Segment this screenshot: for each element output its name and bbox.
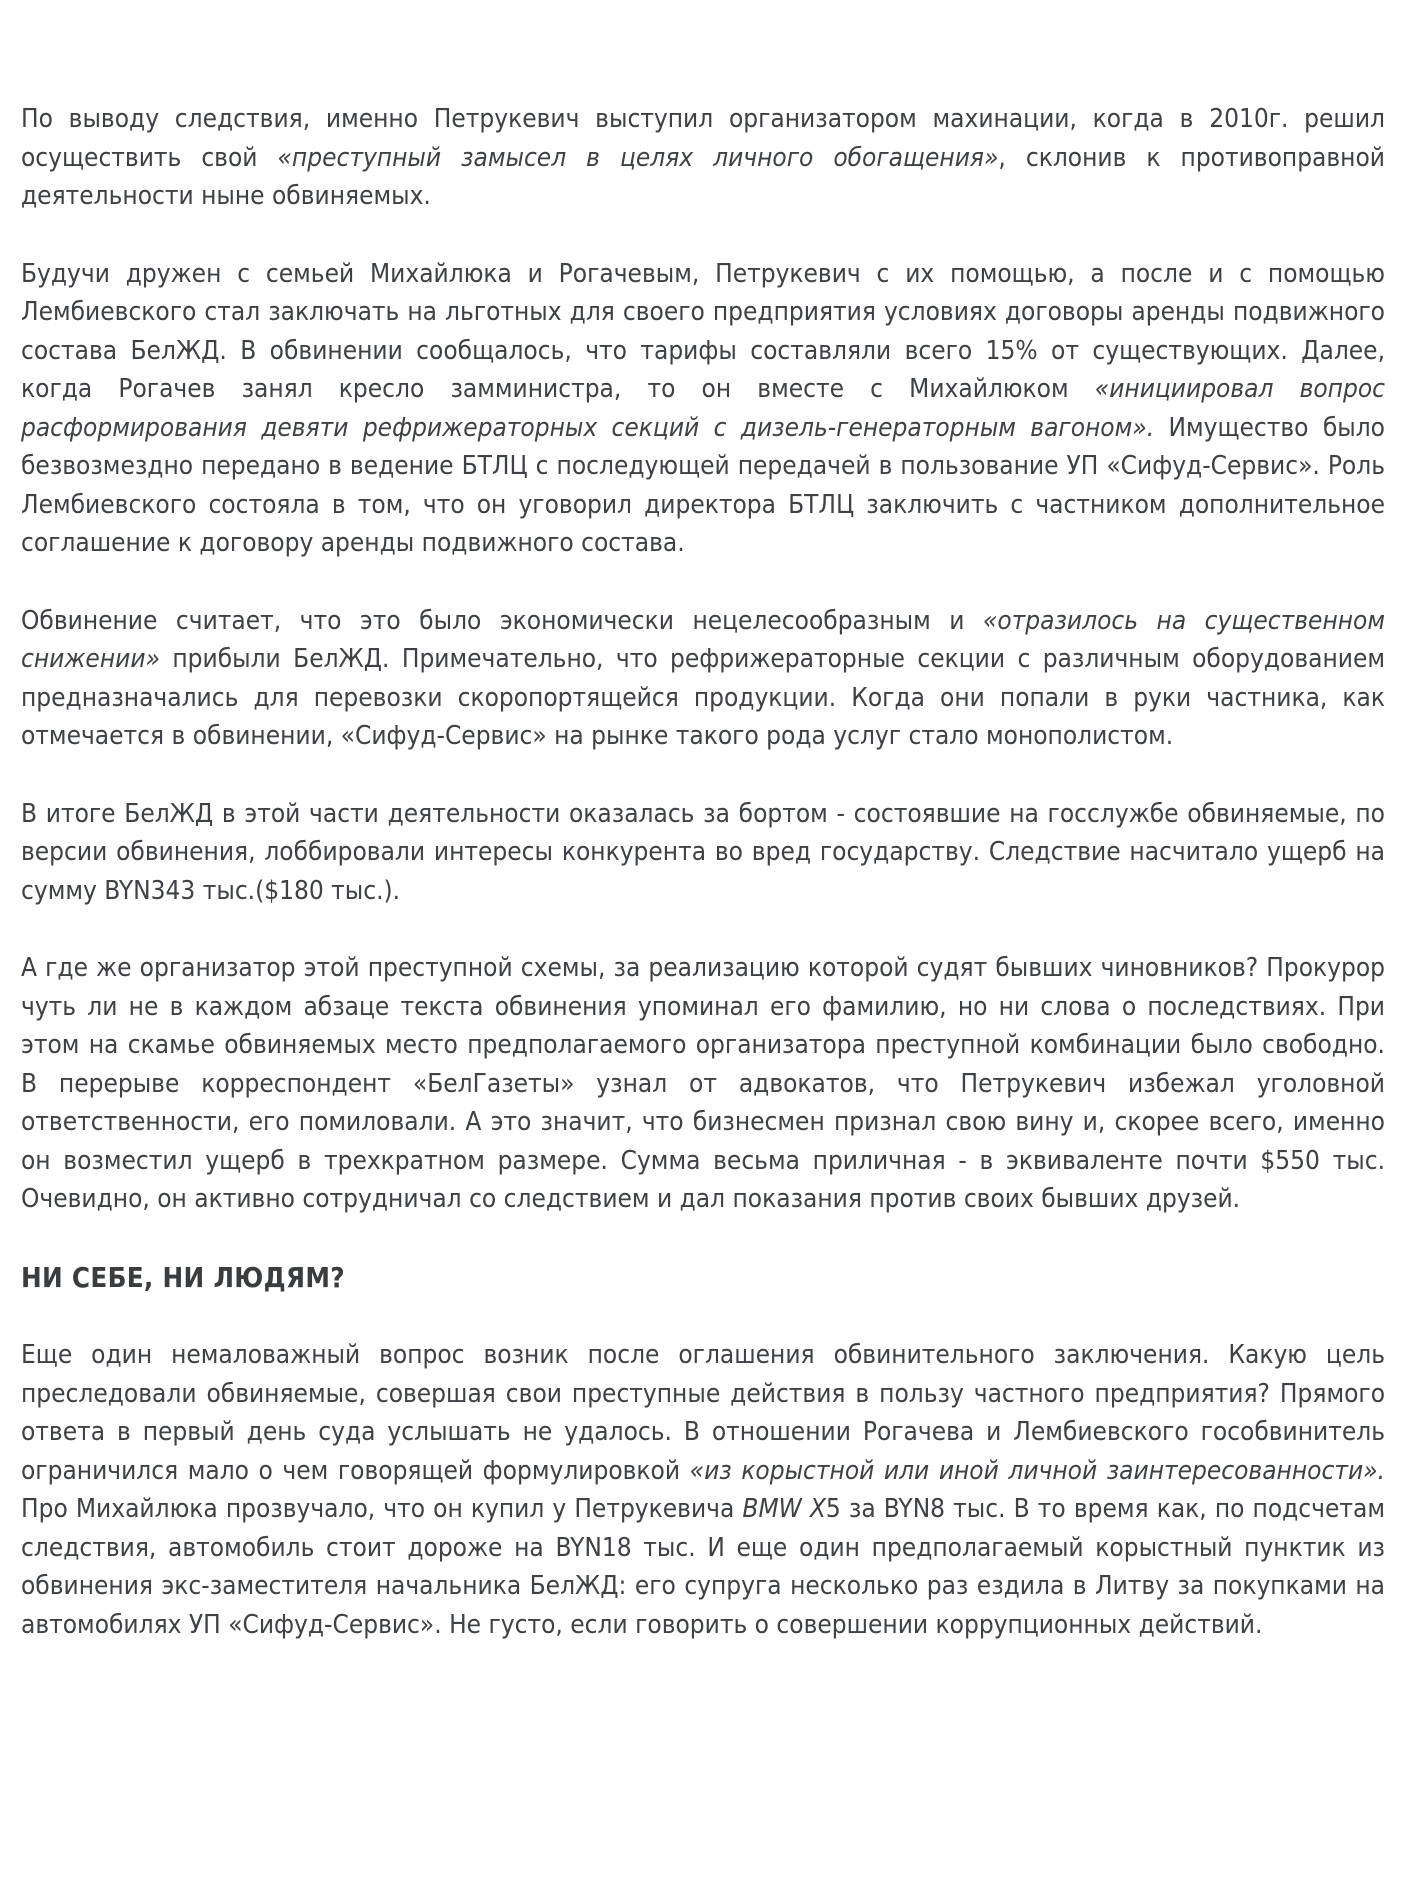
text-run: Обвинение считает, что это было экономически нецелесообразным и [21,605,983,636]
text-run: По выводу следствия, именно Петрукевич выступил организатором махинации, когда в 2010г. решил осуществить свой [21,104,1385,173]
text-run: Будучи дружен с семьей Михайлюка и Рогачевым, Петрукевич с их помощью, а после и с помощью Лембиевского стал заключать на льготных для своего предприятия условиях договоры аренды подвижного состава БелЖД. В обвинении сообщалось, что тарифы составляли всего 15% от существующих. Далее, когда Рогачев занял кресло замминистра, то он вместе с Михайлюком [21,258,1385,404]
text-run: Еще один немаловажный вопрос возник после оглашения обвинительного заключения. Какую цель преследовали обвиняемые, совершая свои преступные действия в пользу частного предприятия? Прямого ответа в первый день суда услышать не удалось. В отношении Рогачева и Лембиевского гособвинитель ограничился мало о чем говорящей формулировкой [21,1340,1385,1486]
article-paragraph [21,949,1385,1219]
text-run: А где же организатор этой преступной схемы, за реализацию которой судят бывших чиновников? Прокурор чуть ли не в каждом абзаце текста обвинения упоминал его фамилию, но ни слова о последствиях. При этом на скамье обвиняемых место предполагаемого организатора преступной комбинации было свободно. В перерыве корреспондент «БелГазеты» узнал от адвокатов, что Петрукевич избежал уголовной ответственности, его помиловали. А это значит, что бизнесмен признал свою вину и, скорее всего, именно он возместил ущерб в трехкратном размере. Сумма весьма приличная - в эквиваленте почти $550 тыс. Очевидно, он активно сотрудничал со следствием и дал показания против своих бывших друзей. [21,953,1385,1214]
quoted-italic-text: BMW X [742,1494,826,1524]
quoted-italic-text: «из корыстной или иной личной заинтересованности». [689,1455,1385,1486]
article-paragraph [21,1336,1385,1644]
article-paragraph [21,100,1385,216]
text-run: 5 за BYN8 тыс. В то время как, по подсчетам следствия, автомобиль стоит дороже на BYN18 тыс. И еще один предполагаемый корыстный пунктик из обвинения экс-заместителя начальника БелЖД: его супруга несколько раз ездила в Литву за покупками на автомобилях УП «Сифуд-Сервис». Не густо, если говорить о совершении коррупционных действий. [21,1494,1385,1640]
text-run: НИ СЕБЕ, НИ ЛЮДЯМ? [21,1261,345,1294]
quoted-italic-text: «инициировал вопрос расформирования девяти рефрижераторных секций с дизель-генераторным вагоном». [21,374,1385,443]
section-heading [21,1259,1385,1298]
article-paragraph [21,602,1385,756]
article-paragraph [21,795,1385,911]
article-paragraph [21,255,1385,563]
text-run: , склонив к противоправной деятельности ныне обвиняемых. [21,142,1385,211]
text-run: прибыли БелЖД. Примечательно, что рефрижераторные секции с различным оборудованием предназначались для перевозки скоропортящейся продукции. Когда они попали в руки частника, как отмечается в обвинении, «Сифуд-Сервис» на рынке такого рода услуг стало монополистом. [21,644,1385,751]
text-run: Имущество было безвозмездно передано в ведение БТЛЦ с последующей передачей в пользование УП «Сифуд-Сервис». Роль Лембиевского состояла в том, что он уговорил директора БТЛЦ заключить с частником дополнительное соглашение к договору аренды подвижного состава. [21,412,1385,558]
quoted-italic-text: «отразилось на существенном снижении» [21,605,1386,674]
quoted-italic-text: «преступный замысел в целях личного обогащения» [277,142,999,173]
text-run: В итоге БелЖД в этой части деятельности оказалась за бортом - состоявшие на госслужбе обвиняемые, по версии обвинения, лоббировали интересы конкурента во вред государству. Следствие насчитало ущерб на сумму BYN343 тыс.($180 тыс.). [21,798,1385,906]
text-run: Про Михайлюка прозвучало, что он купил у Петрукевича [21,1494,743,1524]
